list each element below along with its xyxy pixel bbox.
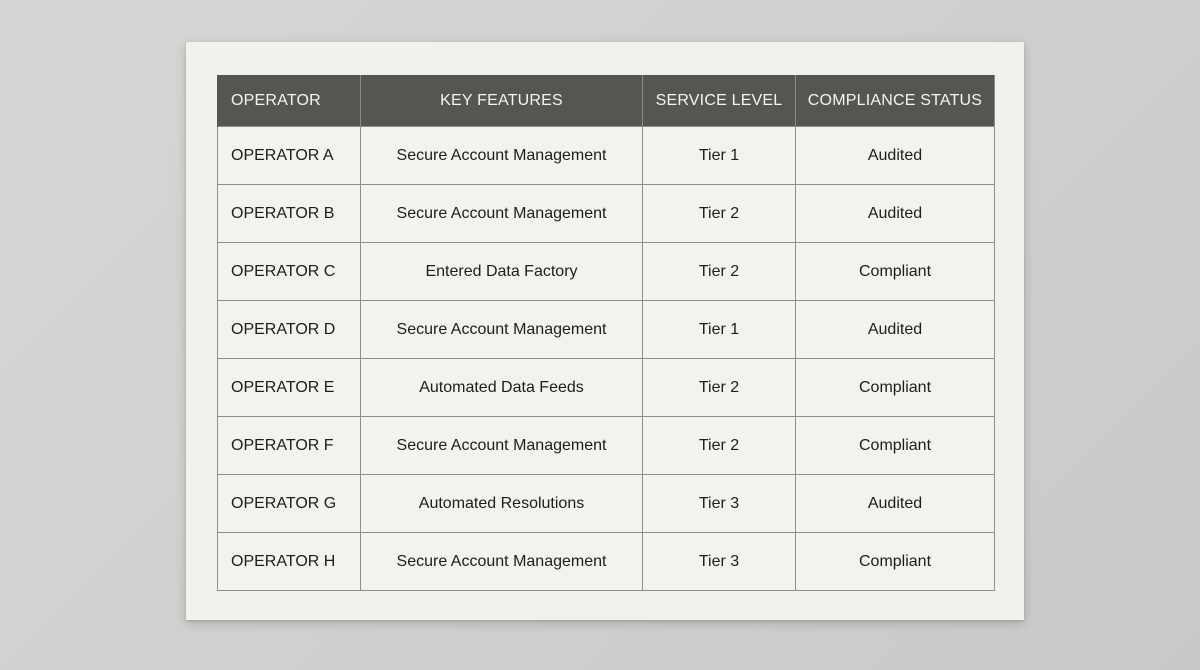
table-header-row	[218, 75, 995, 127]
operator-cell: OPERATOR G	[218, 475, 361, 533]
operator-cell: OPERATOR D	[218, 301, 361, 359]
operator-cell: OPERATOR B	[218, 185, 361, 243]
service-level-cell: Tier 2	[643, 417, 796, 475]
operator-cell: OPERATOR C	[218, 243, 361, 301]
compliance-status-cell: Audited	[796, 301, 995, 359]
compliance-status-cell: Audited	[796, 475, 995, 533]
service-level-cell: Tier 2	[643, 185, 796, 243]
service-level-cell: Tier 3	[643, 533, 796, 591]
service-level-cell: Tier 1	[643, 127, 796, 185]
key-features-cell: Automated Resolutions	[361, 475, 643, 533]
table-row	[218, 533, 995, 591]
table-row	[218, 185, 995, 243]
table-row	[218, 243, 995, 301]
table-row	[218, 127, 995, 185]
header-compliance-status: COMPLIANCE STATUS	[796, 75, 995, 127]
compliance-status-cell: Audited	[796, 127, 995, 185]
compliance-status-cell: Compliant	[796, 359, 995, 417]
compliance-status-cell: Compliant	[796, 417, 995, 475]
table-row	[218, 417, 995, 475]
key-features-cell: Entered Data Factory	[361, 243, 643, 301]
header-key-features: KEY FEATURES	[361, 75, 643, 127]
key-features-cell: Automated Data Feeds	[361, 359, 643, 417]
compliance-status-cell: Audited	[796, 185, 995, 243]
compliance-status-cell: Compliant	[796, 243, 995, 301]
header-service-level: SERVICE LEVEL	[643, 75, 796, 127]
service-level-cell: Tier 3	[643, 475, 796, 533]
operator-table	[217, 75, 995, 591]
service-level-cell: Tier 1	[643, 301, 796, 359]
table-row	[218, 359, 995, 417]
table-row	[218, 301, 995, 359]
key-features-cell: Secure Account Management	[361, 533, 643, 591]
key-features-cell: Secure Account Management	[361, 417, 643, 475]
key-features-cell: Secure Account Management	[361, 185, 643, 243]
operator-cell: OPERATOR A	[218, 127, 361, 185]
service-level-cell: Tier 2	[643, 243, 796, 301]
operator-cell: OPERATOR H	[218, 533, 361, 591]
service-level-cell: Tier 2	[643, 359, 796, 417]
compliance-status-cell: Compliant	[796, 533, 995, 591]
table-row	[218, 475, 995, 533]
key-features-cell: Secure Account Management	[361, 127, 643, 185]
operator-cell: OPERATOR E	[218, 359, 361, 417]
header-operator: OPERATOR	[218, 75, 361, 127]
operator-cell: OPERATOR F	[218, 417, 361, 475]
key-features-cell: Secure Account Management	[361, 301, 643, 359]
document-card	[186, 42, 1024, 620]
